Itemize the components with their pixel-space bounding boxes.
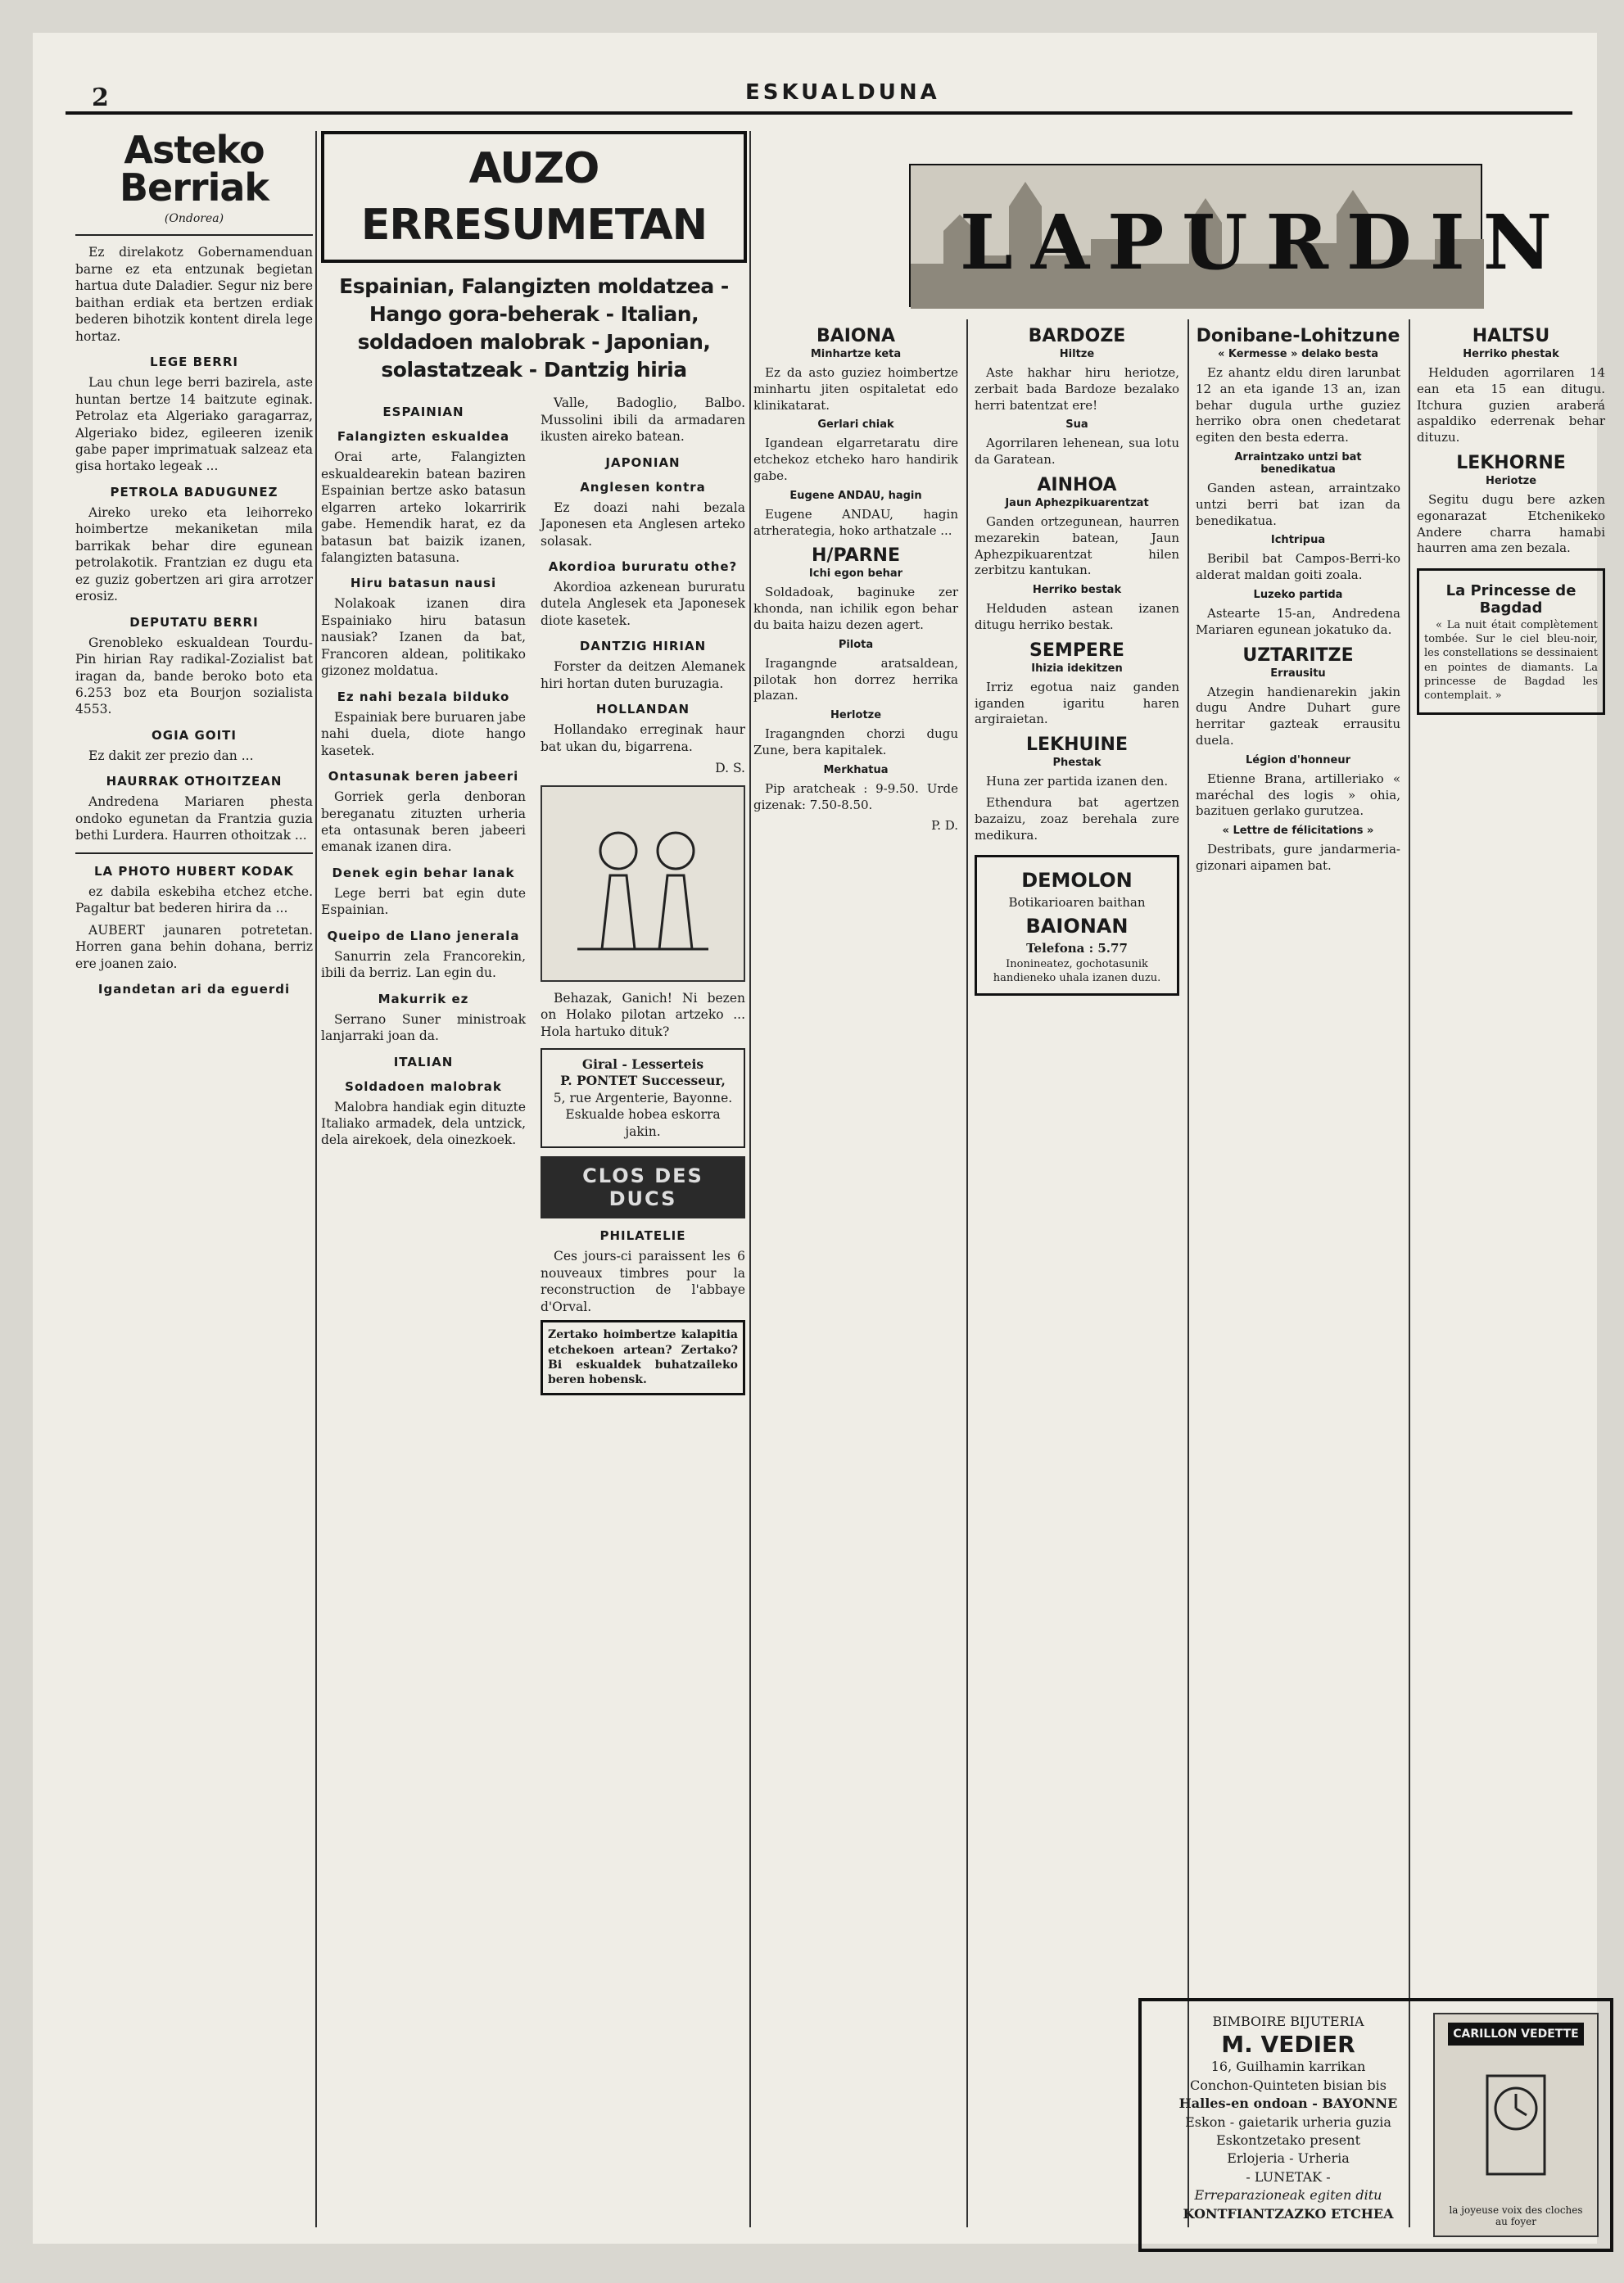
sections (1417, 326, 1605, 557)
footer-text: Igandetan ari da eguerdi (97, 981, 291, 997)
subheadline: Espainian, Falangizten moldatzea - Hango gora-beherak - Italian, soldadoen malobrak - Japonian, solastatzeak - Dantzig hiria (339, 274, 729, 382)
sections (975, 326, 1179, 843)
sections (75, 355, 313, 844)
town-heading: BARDOZE (1028, 326, 1126, 346)
armagnac-ad: CLOS DES DUCS (541, 1156, 745, 1218)
kodak-heading: LA PHOTO HUBERT KODAK (93, 863, 295, 879)
section-heading: ESPAINIAN (382, 405, 464, 420)
section-heading: « Lettre de félicitations » (1222, 825, 1374, 838)
advert-line: Halles-en ondoan - BAYONNE (1178, 2095, 1398, 2112)
section-heading: Falangizten eskualdea (337, 429, 510, 445)
column-rule (966, 319, 968, 2227)
section-heading: Hiru batasun nausi (350, 576, 497, 591)
town-heading: HALTSU (1472, 326, 1550, 346)
section-heading: Herlotze (830, 709, 882, 722)
section-heading: Heriotze (1485, 474, 1537, 487)
divider (75, 852, 313, 854)
column-auzo-erresumetan (321, 131, 747, 2227)
ad-title: Giral - Lesserteis (581, 1056, 704, 1072)
column-rule (749, 131, 751, 2227)
town-heading: BAIONA (816, 326, 896, 346)
section-text: Huna zer partida izanen den. (986, 774, 1169, 789)
section-text: Serrano Suner ministroak lanjarraki joan da. (321, 1011, 526, 1044)
section-heading: PETROLA BADUGUNEZ (110, 484, 278, 500)
section-heading: Makurrik ez (378, 991, 469, 1006)
section-heading: Gerlari chiak (817, 418, 894, 432)
column-title: Asteko Berriak (119, 128, 269, 210)
town-heading: LEKHUINE (1026, 735, 1128, 756)
section-heading: Ichtripua (1270, 534, 1326, 547)
column-rule (1409, 319, 1410, 2227)
section-text: Astearte 15-an, Andredena Mariaren egunean jokatuko da. (1196, 605, 1400, 637)
section-heading: Soldadoen malobrak (345, 1078, 502, 1094)
town-heading: UZTARITZE (1242, 644, 1354, 666)
section-heading: Ontasunak beren jabeeri (328, 769, 519, 784)
section-text: Atzegin handienarekin jakin dugu Andre Duhart gure herritar gazteak errausitu duela. (1196, 684, 1400, 748)
demolon-ad (975, 855, 1179, 996)
section-text: Lege berri bat egin dute Espainian. (321, 885, 526, 918)
section-text: Ganden ortzegunean, haurren mezarekin batean, Jaun Aphezpikuarentzat hilen zerbitzu kantukan. (975, 513, 1179, 578)
divider (75, 234, 313, 236)
section-text: Igandean elgarretaratu dire etchekoz etcheko haro handirik gabe. (753, 436, 958, 483)
section-text: Ez ahantz eldu diren larunbat 12 an eta igande 13 an, izan behar dugula urthe guziez herriko obra onen chedetarat egiten den besta ederra. (1196, 365, 1400, 445)
section-text: Destribats, gure jandarmeria-gizonari aipamen bat. (1196, 842, 1400, 873)
section-heading: Pilota (838, 638, 874, 651)
section-text: Ganden astean, arraintzako untzi berri bat izan da benedikatua. (1196, 480, 1400, 528)
section-text: Aste hakhar hiru heriotze, zerbait bada Bardoze bezalako herri batentzat ere! (975, 365, 1179, 413)
section-text: Soldadoak, baginuke zer khonda, nan ichilik egon behar du baita haizu dezen agert. (753, 585, 958, 632)
section-heading: Merkhatua (823, 763, 889, 776)
advert-name: M. VEDIER (1221, 2031, 1355, 2059)
bottom-box: Zertako hoimbertze kalapitia etchekoen artean? Zertako? Bi eskualdek buhatzaileko beren hobensk. (541, 1320, 745, 1395)
section-text: Ethendura bat agertzen bazaizu, zoaz berehala zure medikura. (975, 794, 1179, 843)
masthead: ESKUALDUNA (745, 80, 940, 105)
section-heading: Ichi egon behar (808, 567, 903, 581)
section-heading: Ihizia idekitzen (1031, 662, 1123, 675)
clock-icon (1479, 2068, 1553, 2182)
ad-city: BAIONAN (1025, 915, 1129, 938)
advert-line: Erlojeria - Urheria (1227, 2150, 1350, 2167)
column-baiona (753, 319, 958, 2227)
section-text: Espainiak bere buruaren jabe nahi duela, diote hango kasetek. (321, 709, 526, 758)
advert-line: - LUNETAK - (1246, 2168, 1331, 2185)
advert-line: Erreparazioneak egiten ditu (1194, 2187, 1382, 2204)
column-donibane (1196, 319, 1400, 2227)
section-heading: DEPUTATU BERRI (129, 614, 259, 630)
section-text: Agorrilaren lehenean, sua lotu da Garatean. (975, 436, 1179, 468)
section-text: Segitu dugu bere azken egonarazat Etchenikeko Andere charra hamabi haurren ama zen bezala. (1417, 491, 1605, 556)
column-rule (315, 131, 317, 2227)
advert-line: Eskon - gaietarik urheria guzia (1185, 2113, 1391, 2130)
carillon-badge: CARILLON VEDETTE (1448, 2023, 1584, 2046)
section-heading: Ez nahi bezala bilduko (337, 689, 510, 704)
section-text: Grenobleko eskualdean Tourdu-Pin hirian Ray radikal-Zozialist bat iragan da, bande beroko boto eta 6.253 boz eta Bourjon sozialista 4553. (75, 635, 313, 717)
column-bardoze (975, 319, 1179, 2227)
section-text: Helduden astean izanen ditugu herriko bestak. (975, 601, 1179, 632)
advert-line: 16, Guilhamin karrikan (1210, 2059, 1366, 2075)
aubert-text: AUBERT jaunaren potretetan. Horren gana behin dohana, berriz ere joanen zaio. (75, 922, 313, 971)
princesse-text: « La nuit était complètement tombée. Sur le ciel bleu-noir, les constellations se dessinaient en pointes de diamants. La princesse de Bagdad les contemplait. » (1424, 619, 1598, 702)
section-heading: Akordioa bururatu othe? (548, 558, 738, 574)
section-text: Lau chun lege berri bazirela, aste huntan bertze 14 baitzute eginak. Petrolaz eta Algeriako garagarraz, Algeriako bidez, egileeren izenik gabe paper imprimatuak salzeaz eta gisa hortako legeak ... (75, 375, 313, 474)
section-heading: Herriko bestak (1032, 584, 1122, 597)
section-text: Andredena Mariaren phesta ondoko egunetan da Frantzia guzia bethi Lurdera. Haurren othoitzak ... (75, 794, 313, 843)
section-text: Pip aratcheak : 9-9.50. Urde gizenak: 7.50-8.50. (753, 780, 958, 812)
ad-line: P. PONTET Successeur, (560, 1073, 726, 1089)
section-heading: Queipo de Llano jenerala (327, 928, 520, 943)
section-text: Hollandako erreginak haur bat ukan du, bigarrena. (541, 722, 745, 754)
giral-ad (541, 1048, 745, 1148)
section-text: Nolakoak izanen dira Espainiako hiru batasun nausiak? Izanen da bat, Francoren aldean, politikako gizonez moldatua. (321, 596, 526, 679)
sections (1196, 326, 1400, 875)
section-heading: ITALIAN (393, 1054, 454, 1069)
section-text: Sanurrin zela Francorekin, ibili da berriz. Lan egin du. (321, 948, 526, 981)
section-text: Irriz egotua naiz ganden iganden igaritu haren argiraietan. (975, 679, 1179, 727)
intro-text: Ez direlakotz Gobernamenduan barne ez eta entzunak begietan hartua dute Daladier. Segur niz bere baithan erdiak eta bertzen erdiak bederen bihotzik kontent direla lege hortaz. (75, 245, 313, 344)
section-heading: Herriko phestak (1463, 348, 1559, 360)
section-text: Etienne Brana, artilleriako « maréchal des logis » ohia, bazituen gerlako gurutzea. (1196, 771, 1400, 819)
section-heading: HAURRAK OTHOITZEAN (106, 774, 283, 789)
vedier-advert (1138, 1998, 1613, 2252)
section-text: Ez doazi nahi bezala Japonesen eta Anglesen arteko solasak. (541, 500, 745, 549)
town-heading: LEKHORNE (1456, 452, 1566, 473)
kodak-text: ez dabila eskebiha etchez etche. Pagaltur bat bederen hirira da ... (75, 884, 313, 916)
advert-line: Conchon-Quinteten bisian bis (1189, 2077, 1387, 2093)
newspaper-page (33, 33, 1605, 2244)
lapurdi-banner (909, 164, 1570, 307)
signature: D. S. (715, 761, 745, 776)
town-heading: H/PARNE (812, 545, 900, 567)
cartoon-illustration (541, 785, 745, 982)
section-heading: Luzeko partida (1253, 588, 1343, 601)
section-heading: Jaun Aphezpikuarentzat (1005, 496, 1149, 509)
section-heading: Errausitu (1270, 667, 1326, 680)
section-heading: LEGE BERRI (150, 355, 238, 370)
advert-line: KONTFIANTZAZKO ETCHEA (1183, 2205, 1394, 2222)
section-heading: Arraintzako untzi bat benedikatua (1234, 450, 1362, 476)
carillon-image (1433, 2013, 1599, 2237)
advert-line: Eskontzetako present (1215, 2132, 1360, 2148)
cartoon-caption: Behazak, Ganich! Ni bezen on Holako pilotan artzeko ... Hola hartuko dituk? (541, 990, 745, 1039)
signature: P. D. (931, 818, 958, 834)
philatelie-text: Ces jours-ci paraissent les 6 nouveaux timbres pour la reconstruction de l'abbaye d'Orval. (541, 1249, 745, 1314)
section-text: Aireko ureko eta leihorreko hoimbertze mekaniketan mila barrikak behar dire egunean petrolakotik. Frantzian ez dugu eta ez guziz gobertzen ari gira arrotzer erosiz. (75, 504, 313, 604)
ad-tail: Eskualde hobea eskorra jakin. (565, 1107, 721, 1139)
column-asteko-berriak (75, 128, 313, 2227)
column-subtitle: (Ondorea) (164, 212, 224, 225)
right-sections (541, 395, 745, 755)
cartoon-icon (561, 802, 725, 965)
section-text: Gorriek gerla denboran bereganatu zituzten urheria eta ontasunak beren jabeeri emanak izanen dira. (321, 789, 526, 855)
section-text: Ez dakit zer prezio dan ... (88, 748, 254, 763)
section-heading: DANTZIG HIRIAN (579, 639, 707, 654)
banner-title: LAPURDIN (960, 198, 1570, 287)
advert-text (1153, 2013, 1423, 2237)
ad-address: 5, rue Argenterie, Bayonne. (553, 1090, 733, 1105)
section-text: Forster da deitzen Alemanek hiri hortan duten buruzagia. (541, 659, 745, 691)
section-heading: Denek egin behar lanak (332, 865, 515, 880)
column-haltsu (1417, 319, 1605, 2227)
section-text: Valle, Badoglio, Balbo. Mussolini ibili da armadaren ikusten aireko batean. (541, 396, 745, 445)
section-heading: « Kermesse » delako besta (1217, 348, 1379, 360)
section-text: Orai arte, Falangizten eskualdearekin batean baziren Espainian bertze asko batasun elgarren arteko lokarririk gabe. Hemendik harat, ez da batasun bat baizik izanen, falangizten batasuna. (321, 450, 526, 565)
sections (753, 326, 958, 813)
philatelie-heading: PHILATELIE (599, 1228, 686, 1244)
princesse-box (1417, 568, 1605, 715)
section-heading: Anglesen kontra (580, 479, 706, 495)
carillon-tagline: la joyeuse voix des cloches au foyer (1449, 2204, 1583, 2227)
section-heading: JAPONIAN (605, 454, 681, 470)
ad-phone: Telefona : 5.77 (1026, 941, 1128, 956)
section-heading: OGIA GOITI (152, 727, 237, 743)
section-text: Malobra handiak egin dituzte Italiako armadek, dela untzick, dela airekoek, dela oinezkoek. (321, 1099, 526, 1148)
section-heading: HOLLANDAN (595, 702, 690, 717)
section-text: Eugene ANDAU, hagin atrherategia, hoko arthatzale ... (753, 506, 958, 538)
section-text: Iragangnden chorzi dugu Zune, bera kapitalek. (753, 726, 958, 757)
town-heading: AINHOA (1037, 474, 1117, 495)
subcolumn-right (541, 395, 745, 1395)
top-rule (66, 111, 1572, 115)
section-text: Akordioa azkenean bururatu dutela Anglesek eta Japonesek diote kasetek. (541, 579, 745, 628)
section-text: Iragangnde aratsaldean, pilotak hon dorrez herrika plazan. (753, 655, 958, 703)
princesse-title: La Princesse de Bagdad (1445, 582, 1577, 617)
column-rule (1187, 319, 1189, 2227)
ad-sub: Botikarioaren baithan (1008, 895, 1146, 911)
ad-name: DEMOLON (1021, 869, 1133, 893)
town-heading: Donibane-Lohitzune (1196, 326, 1400, 346)
column-title: AUZO ERRESUMETAN (321, 131, 747, 263)
section-heading: Légion d'honneur (1245, 753, 1351, 766)
subcolumn-left (321, 395, 526, 1154)
ad-tail: Inonineatez, gochotasunik handieneko uhala izanen duzu. (993, 957, 1161, 985)
section-heading: Eugene ANDAU, hagin (789, 489, 922, 502)
town-heading: SEMPERE (1029, 640, 1124, 661)
section-heading: Hiltze (1059, 348, 1095, 360)
section-text: Ez da asto guziez hoimbertze minhartu jiten ospitaletat edo klinikatarat. (753, 365, 958, 413)
section-heading: Sua (1065, 418, 1088, 432)
section-text: Helduden agorrilaren 14 ean eta 15 ean ditugu. Itchura guzien araberá aspaldiko ederrenak behar dituzu. (1417, 365, 1605, 445)
advert-line: BIMBOIRE BIJUTERIA (1212, 2014, 1364, 2029)
section-heading: Minhartze keta (810, 348, 902, 360)
section-text: Beribil bat Campos-Berri-ko alderat maldan goiti zoala. (1196, 551, 1400, 583)
page-number: 2 (92, 84, 109, 112)
section-heading: Phestak (1052, 757, 1102, 770)
